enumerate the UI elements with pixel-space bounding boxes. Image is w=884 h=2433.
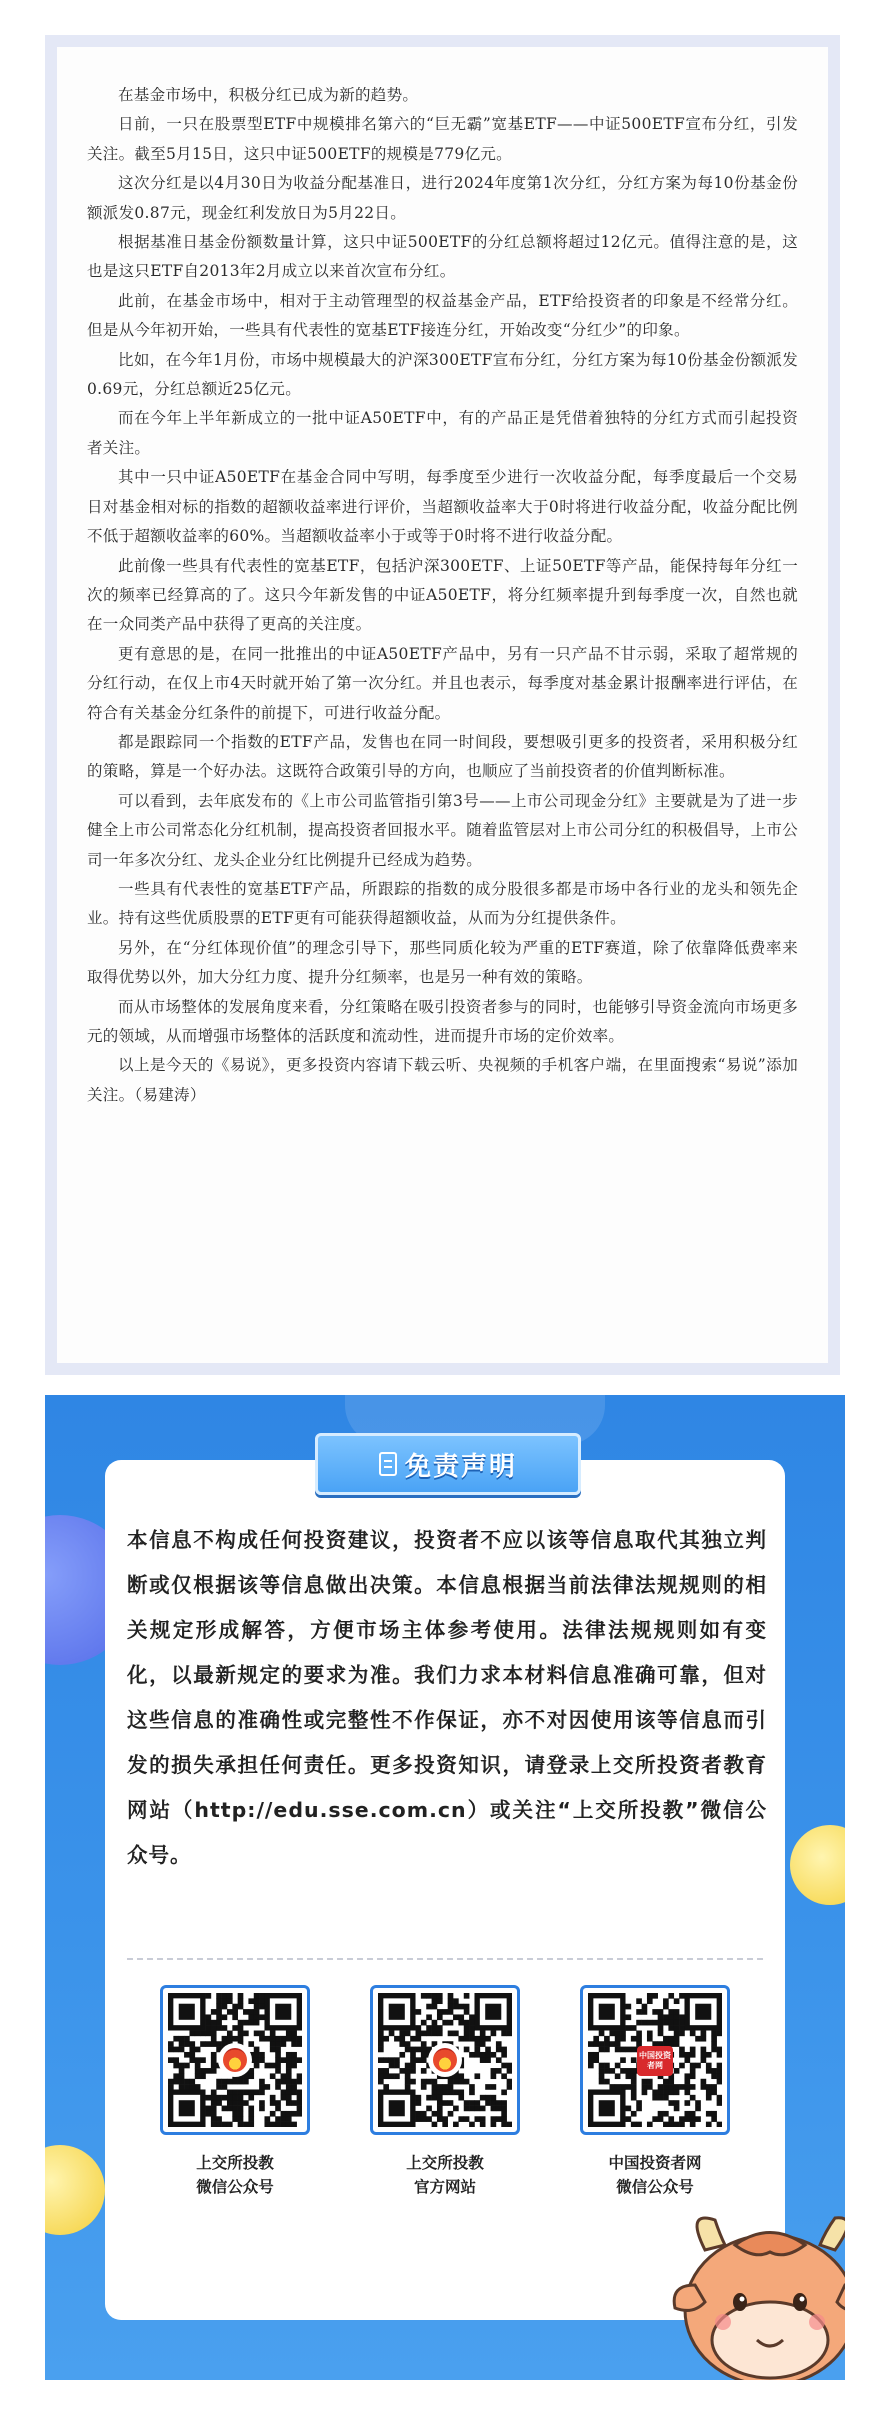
article-paragraph: 可以看到，去年底发布的《上市公司监管指引第3号——上市公司现金分红》主要就是为了进一步健全上市公司常态化分红机制，提高投资者回报水平。随着监管层对上市公司分红的积极倡导，上市公司一年多次分红、龙头企业分红比例提升已经成为趋势。: [87, 791, 799, 869]
qr-label-line: 上交所投教: [406, 2154, 484, 2172]
qr-code-row: [155, 1985, 735, 2199]
qr-code[interactable]: [580, 1985, 730, 2135]
article-paragraph: 一些具有代表性的宽基ETF产品，所跟踪的指数的成分股很多都是市场中各行业的龙头和领先企业。持有这些优质股票的ETF更有可能获得超额收益，从而为分红提供条件。: [87, 879, 798, 928]
article-paragraph: 另外，在“分红体现价值”的理念引导下，那些同质化较为严重的ETF赛道，除了依靠降低费率来取得优势以外，加大分红力度、提升分红频率，也是另一种有效的策略。: [87, 938, 798, 987]
disclaimer-title: 免责声明: [404, 1451, 517, 1482]
article-paragraph: 此前像一些具有代表性的宽基ETF，包括沪深300ETF、上证50ETF等产品，能保持每年分红一次的频率已经算高的了。这只今年新发售的中证A50ETF，将分红频率提升到每季度一次，自然也就在一众同类产品中获得了更高的关注度。: [87, 556, 798, 634]
sse-logo-icon: [428, 2043, 462, 2077]
article-paragraph: 根据基准日基金份额数量计算，这只中证500ETF的分红总额将超过12亿元。值得注意的是，这也是这只ETF自2013年2月成立以来首次宣布分红。: [87, 233, 798, 281]
article-paragraph: 更有意思的是，在同一批推出的中证A50ETF产品中，另有一只产品不甘示弱，采取了超常规的分红行动，在仅上市4天时就开始了第一次分红。并且也表示，每季度对基金累计报酬率进行评估，在符合有关基金分红条件的前提下，可进行收益分配。: [87, 644, 798, 722]
decorative-coin: [45, 2145, 105, 2235]
sse-logo-icon: [218, 2043, 252, 2077]
qr-label: [406, 2151, 484, 2199]
article-paragraph: 这次分红是以4月30日为收益分配基准日，进行2024年度第1次分红，分红方案为每10份基金份额派发0.87元，现金红利发放日为5月22日。: [87, 174, 798, 222]
article-paragraph: 以上是今天的《易说》，更多投资内容请下载云听、央视频的手机客户端，在里面搜索“易说”添加关注。（易建涛）: [87, 1056, 798, 1104]
article-paragraph: 而在今年上半年新成立的一批中证A50ETF中，有的产品正是凭借着独特的分红方式而引起投资者关注。: [87, 409, 798, 457]
article-paragraph: 日前，一只在股票型ETF中规模排名第六的“巨无霸”宽基ETF——中证500ETF宣布分红，引发关注。截至5月15日，这只中证500ETF的规模是779亿元。: [87, 115, 798, 163]
qr-code[interactable]: [160, 1985, 310, 2135]
disclaimer-title-ribbon: [315, 1433, 581, 1495]
article-paragraph: 而从市场整体的发展角度来看，分红策略在吸引投资者参与的同时，也能够引导资金流向市场更多元的领域，从而增强市场整体的活跃度和流动性，进而提升市场的定价效率。: [87, 997, 798, 1045]
decorative-coin: [790, 1825, 845, 1905]
article-paragraph: 此前，在基金市场中，相对于主动管理型的权益基金产品，ETF给投资者的印象是不经常分红。但是从今年初开始，一些具有代表性的宽基ETF接连分红，开始改变“分红少”的印象。: [87, 291, 798, 340]
qr-item-wechat: [155, 1985, 315, 2199]
investor-net-logo-icon: 中国投资者网: [637, 2046, 673, 2076]
qr-item-investor-net: [575, 1985, 735, 2199]
qr-label-line: 中国投资者网: [608, 2154, 702, 2172]
disclaimer-section: [45, 1395, 845, 2380]
article-paragraph: 在基金市场中，积极分红已成为新的趋势。: [118, 86, 419, 104]
article-paragraph: 其中一只中证A50ETF在基金合同中写明，每季度至少进行一次收益分配，每季度最后一个交易日对基金相对标的指数的超额收益率进行评价，当超额收益率大于0时将进行收益分配，收益分配比例不低于超额收益率的60%。当超额收益率小于或等于0时将不进行收益分配。: [87, 468, 798, 546]
qr-item-website: [365, 1985, 525, 2199]
disclaimer-text: 本信息不构成任何投资建议，投资者不应以该等信息取代其独立判断或仅根据该等信息做出决策。本信息根据当前法律法规规则的相关规定形成解答，方便市场主体参考使用。法律法规规则如有变化，以最新规定的要求为准。我们力求本材料信息准确可靠，但对这些信息的准确性或完整性不作保证，亦不对因使用该等信息而引发的损失承担任何责任。更多投资知识，请登录上交所投资者教育网站（http://edu.sse.com.cn）或关注“上交所投教”微信公众号。: [127, 1528, 767, 1867]
qr-label-line: 微信公众号: [616, 2178, 694, 2196]
article-paragraph: 比如，在今年1月份，市场中规模最大的沪深300ETF宣布分红，分红方案为每10份基金份额派发0.69元，分红总额近25亿元。: [87, 350, 798, 399]
bull-mascot-icon: [665, 2190, 845, 2380]
divider: [127, 1958, 763, 1960]
qr-code[interactable]: [370, 1985, 520, 2135]
qr-label: [196, 2151, 274, 2199]
qr-label-line: 官方网站: [413, 2178, 476, 2196]
article-body: [57, 47, 828, 1363]
document-icon: [379, 1452, 397, 1476]
qr-label-line: 上交所投教: [196, 2154, 274, 2172]
article-paragraph: 都是跟踪同一个指数的ETF产品，发售也在同一时间段，要想吸引更多的投资者，采用积极分红的策略，算是一个好办法。这既符合政策引导的方向，也顺应了当前投资者的价值判断标准。: [87, 732, 798, 781]
article-card: [45, 35, 840, 1375]
qr-label-line: 微信公众号: [196, 2178, 274, 2196]
